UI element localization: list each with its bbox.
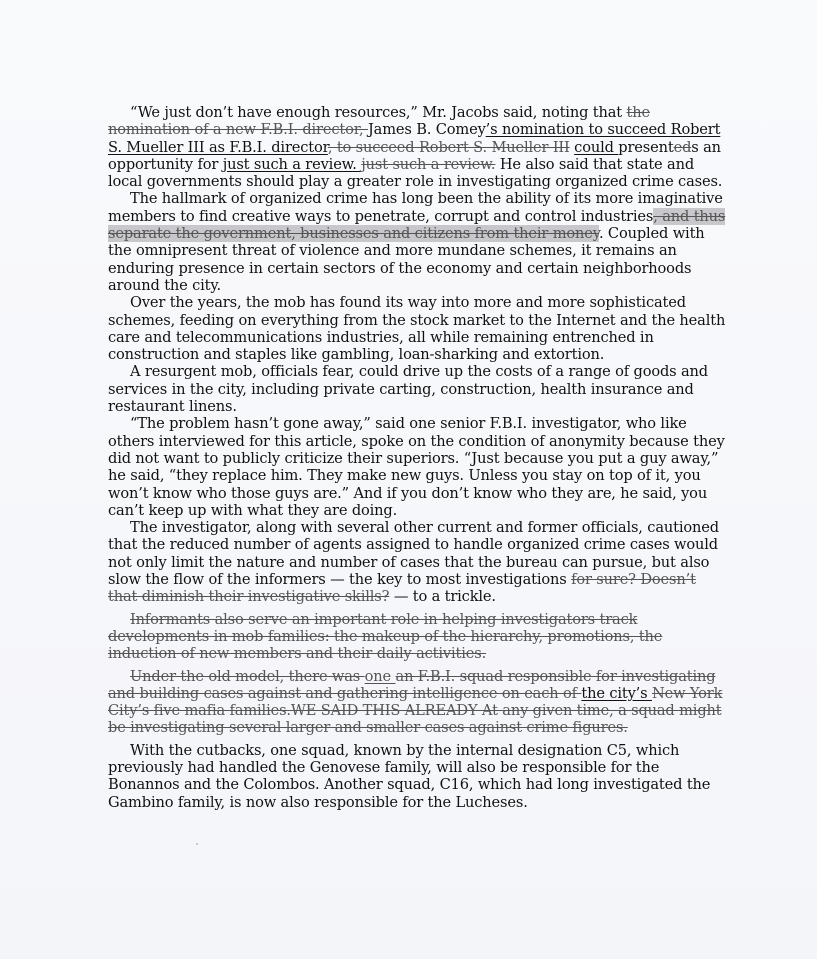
- article-body: [108, 104, 726, 811]
- deletion: just such a review.: [361, 155, 496, 173]
- paragraph-3: Over the years, the mob has found its way into more and more sophisticated schemes, feeding on everything from the stock market to the Internet and the health care and telecommunications industries, all while remaining entrenched in construction and staples like gambling, loan-sharking and extortion.: [108, 294, 726, 364]
- deletion: one: [364, 667, 396, 685]
- paragraph-7-deleted: Informants also serve an important role in helping investigators track developments in mob families: the makeup of the hierarchy, promotions, the induction of new members and their daily activities.: [108, 610, 663, 663]
- insertion: could: [574, 138, 619, 156]
- insertion: ’s nomination to succeed Robert S. Mueller III as F.B.I. director: [108, 121, 721, 156]
- paragraph-9: With the cutbacks, one squad, known by the internal designation C5, which previously had handled the Genovese family, will also be responsible for the Bonannos and the Colombos. Another squad, C16, which had long investigated the Gambino family, is now also responsible for the Lucheses.: [108, 741, 711, 811]
- deletion: , to succeed Robert S. Mueller III: [327, 138, 570, 156]
- insertion: just such a review.: [222, 155, 362, 173]
- paragraph-1: “We just don’t have enough resources,” Mr. Jacobs said, noting that the nomination of a new F.B.I. director, James B. Comey’s nomination to succeed Robert S. Mueller III as F.B.I. director, to succeed Robert S. Mueller III could presenteds an opportunity for just such a review. just such a review. He also said that state and local governments should play a greater role in investigating organized crime cases.: [108, 104, 723, 191]
- scan-speck: [196, 843, 198, 845]
- deletion: ed: [673, 138, 692, 156]
- insertion: the city’s: [581, 684, 652, 702]
- paragraph-5: “The problem hasn’t gone away,” said one senior F.B.I. investigator, who like others interviewed for this article, spoke on the condition of anonymity because they did not want to publicly criticize their superiors. “Just because you put a guy away,” he said, “they replace him. They make new guys. Unless you stay on top of it, you won’t know who those guys are.” And if you don’t know who they are, he said, you can’t keep up with what they are doing.: [108, 415, 725, 519]
- deletion: Under the old model, there was: [130, 667, 365, 685]
- deletion: the nomination of a new F.B.I. director,: [108, 104, 650, 139]
- paragraph-8: [108, 668, 726, 737]
- paragraph-6: The investigator, along with several other current and former officials, cautioned that the reduced number of agents assigned to handle organized crime cases would not only limit the nature and number of cases that the bureau can pursue, but also slow the flow of the informers — the key to most investigations for sure? Doesn’t that diminish their investigative skills? — to a trickle.: [108, 519, 719, 606]
- deletion: New York City’s five mafia families.WE SAID THIS ALREADY At any given time, a squad might be investigating several larger and smaller cases against crime figures.: [108, 684, 723, 737]
- paragraph-2: The hallmark of organized crime has long been the ability of its more imaginative members to find creative ways to penetrate, corrupt and control industries, and thus separate the government, businesses and citizens from their money. Coupled with the omnipresent threat of violence and more mundane schemes, it remains an enduring presence in certain sectors of the economy and certain neighborhoods around the city.: [108, 190, 726, 294]
- deletion: for sure? Doesn’t that diminish their investigative skills?: [108, 571, 696, 606]
- paragraph-4: A resurgent mob, officials fear, could drive up the costs of a range of goods and services in the city, including private carting, construction, health insurance and restaurant linens.: [108, 363, 708, 416]
- highlighted-deletion: , and thus separate the government, businesses and citizens from their money: [108, 207, 726, 243]
- deletion: an F.B.I. squad responsible for investigating and building cases against and gathering intelligence on each of: [108, 667, 716, 702]
